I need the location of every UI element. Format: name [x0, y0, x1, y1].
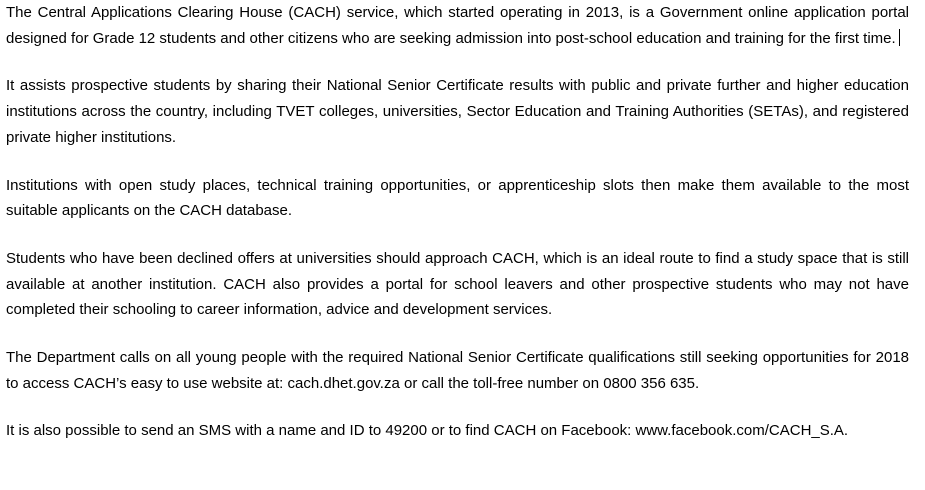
document-body[interactable]: [6, 0, 909, 444]
paragraph-sms-facebook[interactable]: It is also possible to send an SMS with a name and ID to 49200 or to find CACH on Facebook: www.facebook.com/CACH_S.A.: [6, 422, 849, 440]
paragraph-declined-students[interactable]: Students who have been declined offers at universities should approach CACH, which is an ideal route to find a study space that is still available at another institution. CACH also provides a portal for school leavers and other prospective students who may not have completed their schooling to career information, advice and development services.: [6, 249, 909, 319]
paragraph-department-call[interactable]: The Department calls on all young people with the required National Senior Certificate qualifications still seeking opportunities for 2018 to access CACH’s easy to use website at: cach.dhet.gov.za or call the toll-free number on 0800 356 635.: [6, 349, 909, 392]
text-cursor: [899, 29, 900, 46]
paragraph-intro-text: The Central Applications Clearing House (CACH) service, which started operating in 2013, is a Government online application portal designed for Grade 12 students and other citizens who are seeking admission into post-school education and training for the first time.: [6, 4, 909, 47]
paragraph-assistance[interactable]: It assists prospective students by sharing their National Senior Certificate results with public and private further and higher education institutions across the country, including TVET colleges, universities, Sector Education and Training Authorities (SETAs), and registered private higher institutions.: [6, 77, 909, 146]
paragraph-institutions[interactable]: Institutions with open study places, technical training opportunities, or apprenticeship slots then make them available to the most suitable applicants on the CACH database.: [6, 176, 909, 220]
paragraph-intro[interactable]: [6, 0, 909, 51]
